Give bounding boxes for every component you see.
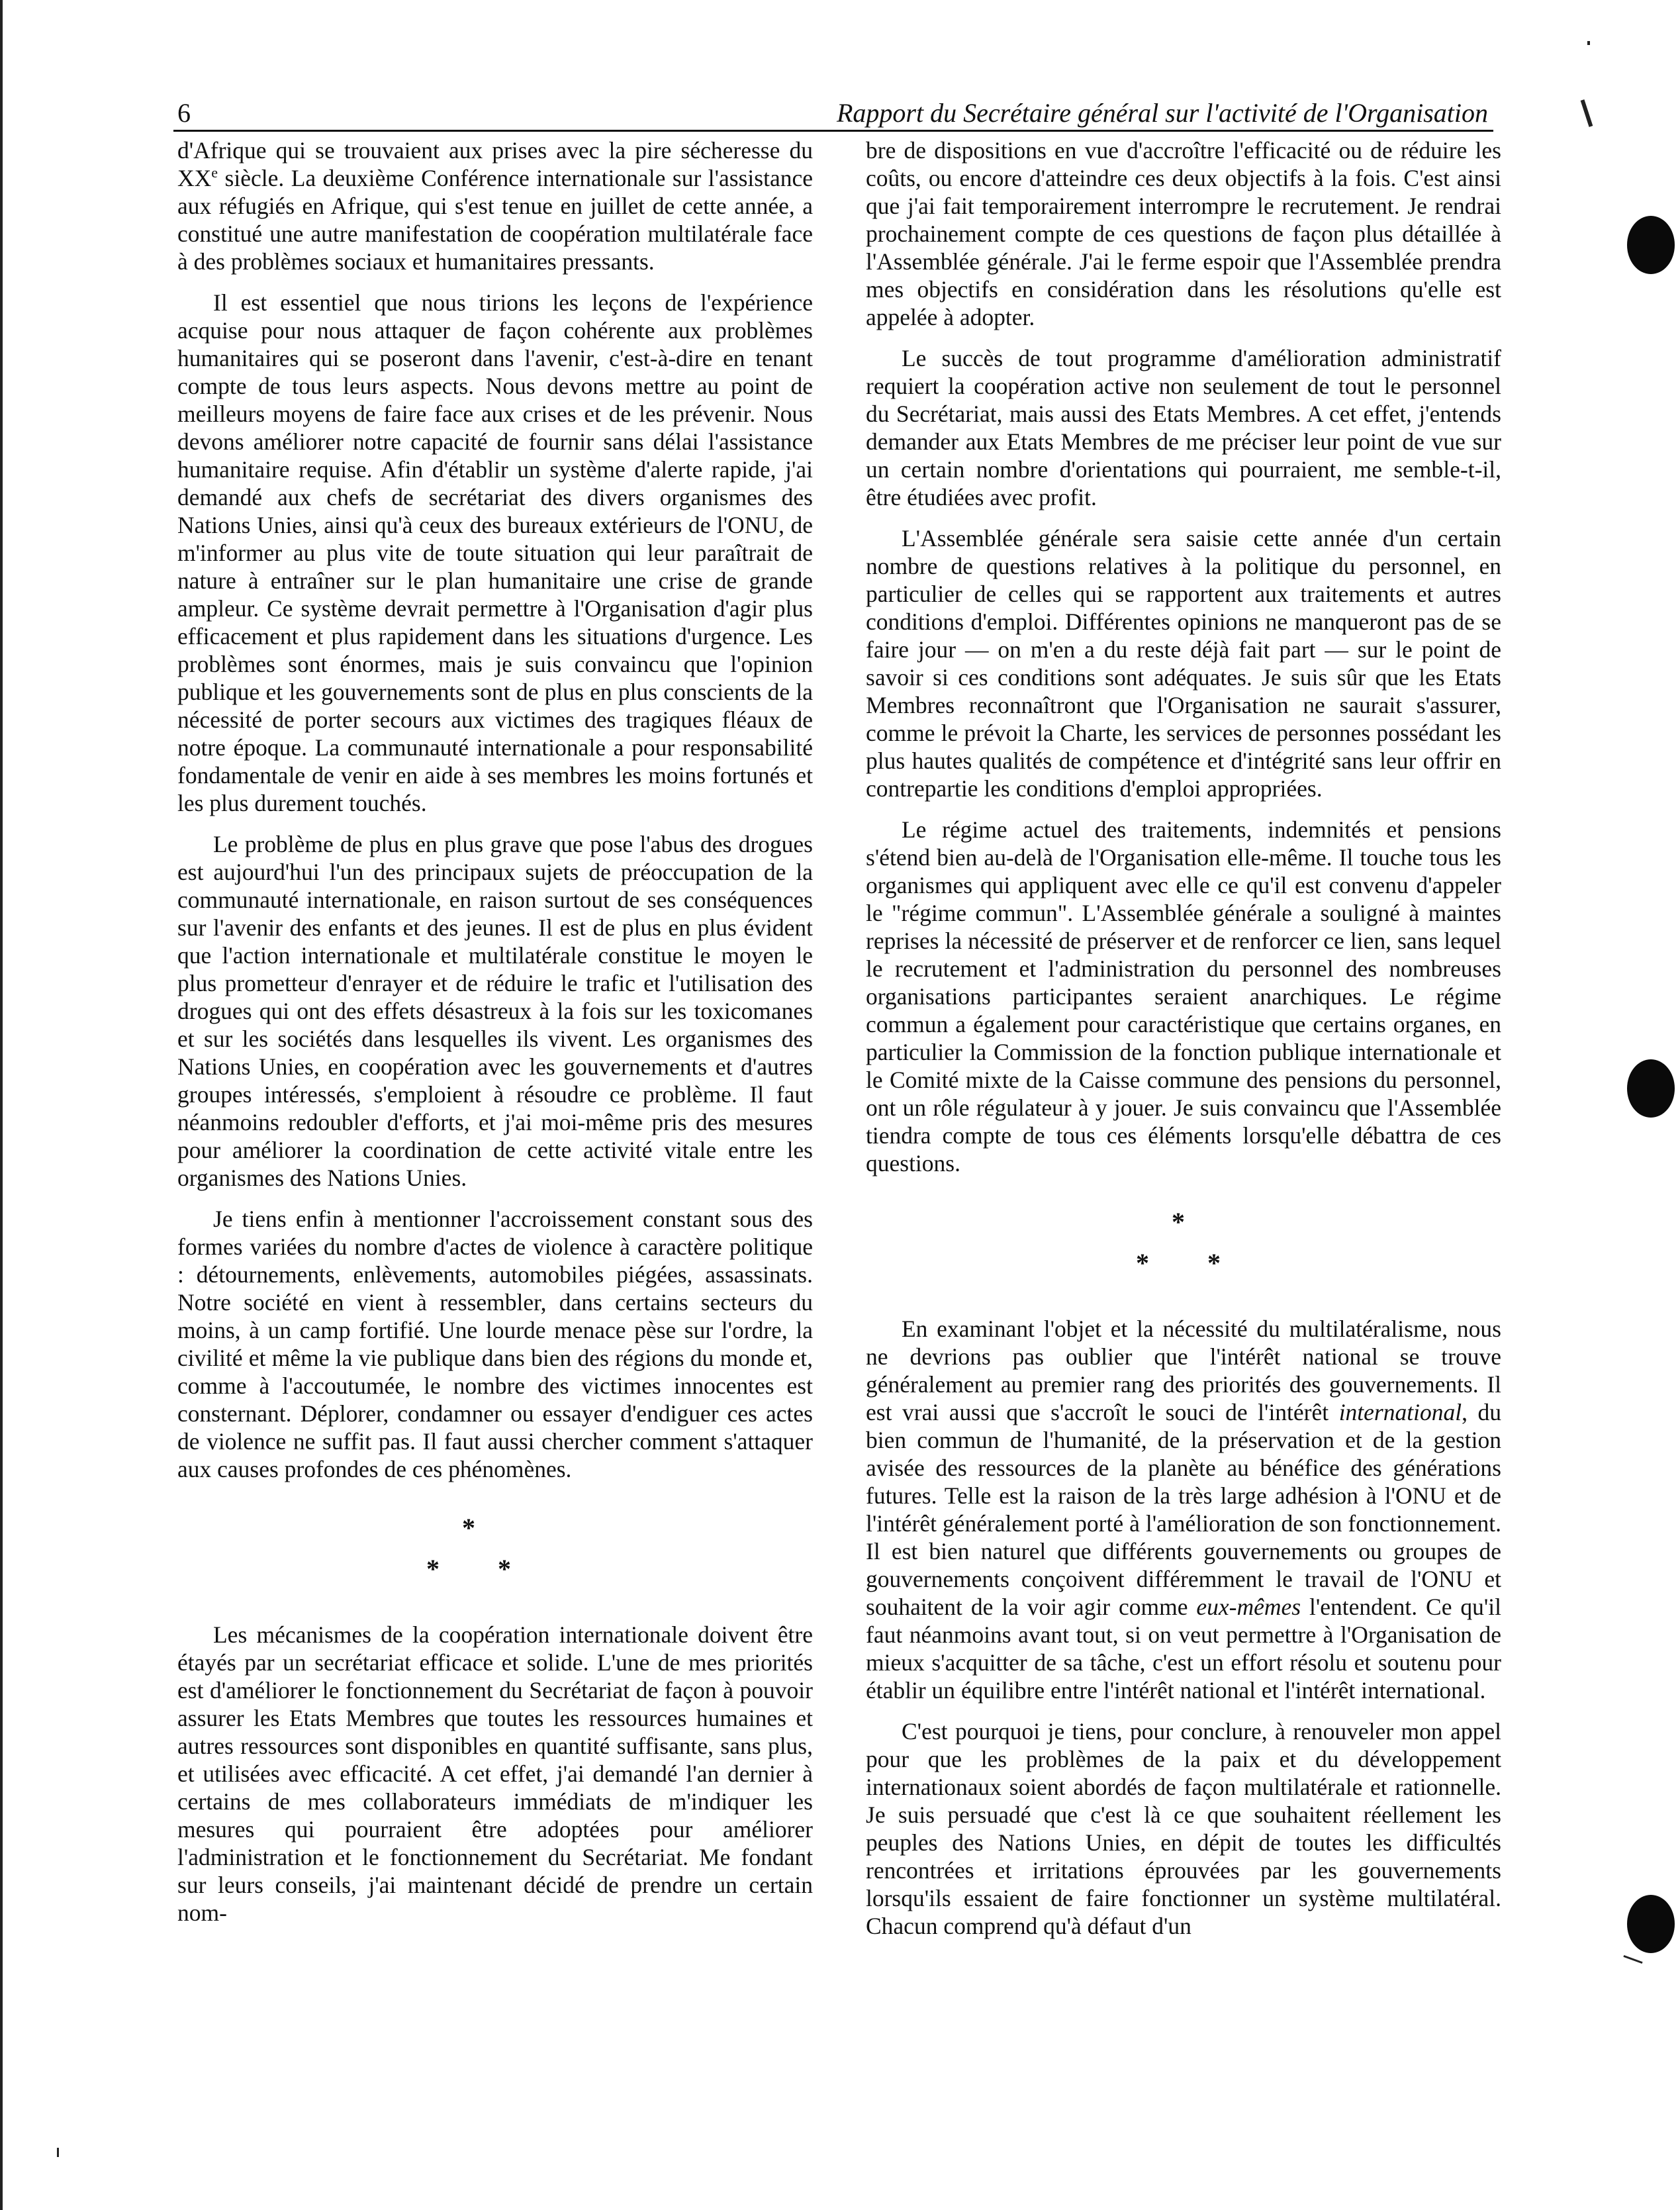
scan-artifact (57, 2148, 59, 2157)
right-paragraph-1: bre de dispositions en vue d'accroître l'efficacité ou de réduire les coûts, ou encore d'atteindre ces deux objectifs à la fois. C'est ainsi que j'ai fait temporairement interrompre le recrutement. Je rendrai prochainement compte de ces questions de façon plus détaillée à l'Assemblée générale. J'ai le ferme espoir que l'Assemblée prendra mes objectifs en considération dans les résolutions qu'elle est appelée à adopter. (866, 137, 1501, 330)
right-p5-text-a: En examinant l'objet et la nécessité du multilatéralisme, nous ne devrions pas oublier que l'intérêt national se trouve généralement au premier rang des priorités des gouvernements. Il est vrai aussi que s'accroît le souci de l'intérêt (866, 1316, 1501, 1425)
left-column (177, 136, 813, 1940)
left-paragraph-4: Je tiens enfin à mentionner l'accroissement constant sous des formes variées du nombre d'actes de violence à caractère politique : détournements, enlèvements, automobiles piégées, assassinats. Notre société en vient à ressembler, dans certains secteurs du moins, à un camp fortifié. Une lourde menace pèse sur l'ordre, la civilité et même la vie publique dans bien des régions du monde et, comme à l'accoutumée, le nombre des victimes innocentes est consternant. Déplorer, condamner ou essayer d'endiguer ces actes de violence ne suffit pas. Il faut aussi chercher comment s'attaquer aux causes profondes de ces phénomènes. (177, 1206, 813, 1482)
century-superscript: e (211, 164, 218, 181)
left-paragraph-5: Les mécanismes de la coopération internationale doivent être étayés par un secrétariat efficace et solide. L'une de mes priorités est d'améliorer le fonctionnement du Secrétariat de façon à pouvoir assurer les Etats Membres que toutes les ressources humaines et autres ressources sont disponibles en quantité suffisante, sans plus, et utilisées avec efficacité. A cet effet, j'ai demandé l'an dernier à certains de mes collaborateurs immédiats de m'indiquer les mesures qui pourraient être adoptées pour améliorer l'administration et le fonctionnement du Secrétariat. Me fondant sur leurs conseils, j'ai maintenant décidé de prendre un certain nom- (177, 1621, 813, 1926)
separator-asterisk: * (1136, 1248, 1149, 1278)
right-paragraph-2: Le succès de tout programme d'amélioration administratif requiert la coopération active non seulement de tout le personnel du Secrétariat, mais aussi des Etats Membres. A cet effet, j'entends demander aux Etats Membres de me préciser leur point de vue sur un certain nombre d'orientations qui pourraient, me semble-t-il, être étudiées avec profit. (866, 345, 1501, 510)
right-paragraph-3: L'Assemblée générale sera saisie cette année d'un certain nombre de questions relatives à la politique du personnel, en particulier de celles qui se rapportent aux traitements et autres conditions d'emploi. Différentes opinions ne manqueront pas de se faire jour — on m'en a du reste déjà fait part — sur le point de savoir si ces conditions sont adéquates. Je suis sûr que les Etats Membres reconnaîtront que l'Organisation ne saurait s'assurer, comme le prévoit la Charte, les services de personnes possédant les plus hautes qualités de compétence et d'intégrité sans leur offrir en contrepartie les conditions d'emploi appropriées. (866, 525, 1501, 802)
left-paragraph-2: Il est essentiel que nous tirions les leçons de l'expérience acquise pour nous attaquer de façon cohérente aux problèmes humanitaires qui se poseront dans l'avenir, c'est-à-dire en tenant compte de tous leurs aspects. Nous devons mettre au point de meilleurs moyens de faire face aux crises et de les prévenir. Nous devons améliorer notre capacité de fournir sans délai l'assistance humanitaire requise. Afin d'établir un système d'alerte rapide, j'ai demandé aux chefs de secrétariat des divers organismes des Nations Unies, ainsi qu'à ceux des bureaux extérieurs de l'ONU, de m'informer au plus vite de toute situation qui leur paraîtrait de nature à entraîner sur le plan humanitaire une crise de grande ampleur. Ce système devrait permettre à l'Organisation d'agir plus efficacement et plus rapidement dans les situations d'urgence. Les problèmes sont énormes, mais je suis convaincu que l'opinion publique et les gouvernements sont de plus en plus conscients de la nécessité de porter secours aux victimes des tragiques fléaux de notre époque. La communauté internationale a pour responsabilité fondamentale de venir en aide à ses membres les moins fortunés et les plus durement touchés. (177, 289, 813, 816)
left-p1-text-a: d'Afrique qui se trouvaient aux prises avec la pire sécheresse du XX (177, 137, 813, 191)
scan-artifact (1623, 1955, 1642, 1964)
left-paragraph-3: Le problème de plus en plus grave que pose l'abus des drogues est aujourd'hui l'un des principaux sujets de préoccupation de la communauté internationale, en raison surtout de ses conséquences sur l'avenir des enfants et des jeunes. Il est de plus en plus évident que l'action internationale et multilatérale constitue le moyen le plus prometteur d'enrayer et de réduire le trafic et l'utilisation des drogues qui ont des effets désastreux à la fois sur les toxicomanes et sur les sociétés dans lesquelles ils vivent. Les organismes des Nations Unies, en coopération avec les gouvernements et d'autres groupes intéressés, s'emploient à résoudre ce problème. Il faut néanmoins redoubler d'efforts, et j'ai moi-même pris des mesures pour améliorer la coordination de cette activité vitale entre les organismes des Nations Unies. (177, 831, 813, 1191)
section-separator-left (177, 1496, 813, 1609)
right-paragraph-4: Le régime actuel des traitements, indemnités et pensions s'étend bien au-delà de l'Organisation elle-même. Il touche tous les organismes qui appliquent avec elle ce qu'il est convenu d'appeler le "régime commun". L'Assemblée générale a souligné à maintes reprises la nécessité de préserver et de renforcer ce lien, sans lequel le recrutement et l'administration du personnel des nombreuses organisations participantes seraient anarchiques. Le régime commun a également pour caractéristique que certains organes, en particulier la Commission de la fonction publique internationale et le Comité mixte de la Caisse commune des pensions du personnel, ont un rôle régulateur à y jouer. Je suis convaincu que l'Assemblée tiendra compte de tous ces éléments lorsqu'elle débattra de ces questions. (866, 816, 1501, 1177)
right-paragraph-5 (866, 1315, 1501, 1704)
scan-artifact (1581, 99, 1593, 127)
punch-hole (1627, 216, 1675, 274)
left-p1-text-b: siècle. La deuxième Conférence internationale sur l'assistance aux réfugiés en Afrique, qui s'est tenue en juillet de cette année, a constitué une autre manifestation de coopération multilatérale face à des problèmes sociaux et humanitaires pressants. (177, 165, 813, 275)
right-column (866, 136, 1501, 1953)
right-paragraph-6: C'est pourquoi je tiens, pour conclure, à renouveler mon appel pour que les problèmes de la paix et du développement internationaux soient abordés de façon multilatérale et rationnelle. Je suis persuadé que c'est là ce que souhaitent réellement les peuples des Nations Unies, en dépit de toutes les difficultés rencontrées et irritations éprouvées par les gouvernements lorsqu'ils essaient de faire fonctionner un système multilatéral. Chacun comprend qu'à défaut d'un (866, 1718, 1501, 1939)
section-separator-right (866, 1190, 1501, 1303)
scan-edge (0, 0, 3, 2210)
separator-asterisk: * (498, 1554, 511, 1584)
header-rule (173, 130, 1493, 132)
separator-asterisk: * (1207, 1248, 1221, 1278)
separator-asterisk: * (1172, 1207, 1185, 1237)
separator-asterisk: * (426, 1554, 440, 1584)
punch-hole (1627, 1059, 1675, 1118)
right-p5-text-c: l'entendent. Ce qu'il faut néanmoins avant tout, si on veut permettre à l'Organisation de mieux s'acquitter de sa tâche, c'est un effort résolu et soutenu pour établir un équilibre entre l'intérêt national et l'intérêt international. (866, 1594, 1501, 1704)
punch-hole (1627, 1895, 1675, 1953)
separator-asterisk: * (462, 1513, 475, 1543)
running-title: Rapport du Secrétaire général sur l'activité de l'Organisation (836, 98, 1488, 128)
left-paragraph-1 (177, 136, 813, 275)
emphasis-international: international (1338, 1399, 1462, 1425)
page-number: 6 (177, 98, 191, 128)
right-p5-text-b: , du bien commun de l'humanité, de la préservation et de la gestion avisée des ressources de la planète au bénéfice des générations futures. Telle est la raison de la très large adhésion à l'ONU et de l'intérêt généralement porté à l'amélioration de son fonctionnement. Il est bien naturel que différents gouvernements ou groupes de gouvernements conçoivent différemment le travail de l'ONU et souhaitent de la voir agir comme (866, 1399, 1502, 1620)
emphasis-eux-memes: eux-mêmes (1196, 1594, 1301, 1620)
scan-artifact (1587, 41, 1590, 45)
